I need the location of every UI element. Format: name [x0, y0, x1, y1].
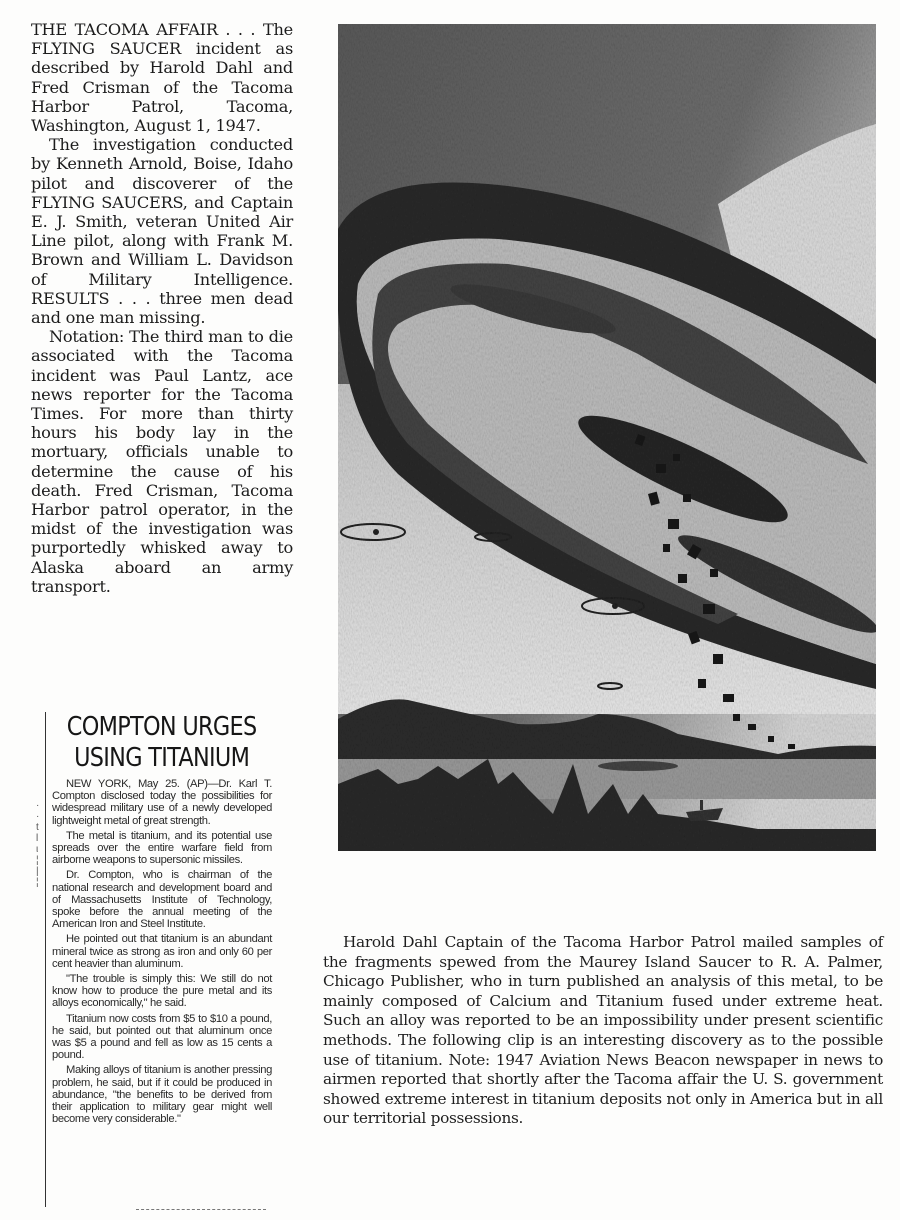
clipping-paragraph: The metal is titanium, and its potential use spreads over the entire warfare field from airborne weapons to supersonic missiles.: [52, 829, 272, 867]
illustration-caption: Harold Dahl Captain of the Tacoma Harbor Patrol mailed samples of the fragments spewed from the Maurey Island Saucer to R. A. Palmer, Chicago Publisher, who in turn published an analysis of this metal, to be mainly composed of Calcium and Titanium fused under extreme heat. Such an alloy was reported to be an impossibility under present scientific methods. The following clip is an interesting discovery as to the possible use of titanium. Note: 1947 Aviation News Beacon newspaper in news to airmen reported that shortly after the Tacoma affair the U. S. government showed extreme interest in titanium deposits not only in America but in all our territorial possessions.: [323, 933, 883, 1128]
clipping-body: [52, 778, 272, 1125]
margin-marks: · · t l ι ¦ | ¦: [36, 800, 40, 888]
clipping-paragraph: He pointed out that titanium is an abundant mineral twice as strong as iron and only 60 per cent heavier than aluminum.: [52, 933, 272, 970]
clipping-paragraph: Titanium now costs from $5 to $10 a pound, he said, but pointed out that aluminum once was $5 a pound and fell as low as 15 cents a pound.: [52, 1012, 272, 1062]
tacoma-affair-article: [31, 20, 293, 596]
newspaper-clipping: [45, 712, 272, 1207]
clipping-paragraph: Making alloys of titanium is another pressing problem, he said, but if it could be produced in abundance, "the benefits to be derived from their application to military gear might well become very considerable.": [52, 1064, 272, 1126]
flying-saucer-illustration: [338, 24, 876, 851]
clipping-paragraph: NEW YORK, May 25. (AP)—Dr. Karl T. Compton disclosed today the possibilities for widespread military use of a newly developed lightweight metal of great strength.: [52, 778, 272, 827]
article-paragraph-notation: Notation: The third man to die associated with the Tacoma incident was Paul Lantz, ace news reporter for the Tacoma Times. For more than thirty hours his body lay in the mortuary, officials unable to determine the cause of his death. Fred Crisman, Tacoma Harbor patrol operator, in the midst of the investigation was purportedly whisked away to Alaska aboard an army transport.: [31, 327, 293, 596]
clipping-bottom-rule: [136, 1209, 266, 1211]
article-paragraph-investigation: The investigation conducted by Kenneth Arnold, Boise, Idaho pilot and discoverer of the FLYING SAUCERS, and Captain E. J. Smith, veteran United Air Line pilot, along with Frank M. Brown and William L. Davidson of Military Intelligence. RESULTS . . . three men dead and one man missing.: [31, 135, 293, 328]
clipping-paragraph: Dr. Compton, who is chairman of the national research and development board and of Massachusetts Institute of Technology, spoke before the annual meeting of the American Iron and Steel Institute.: [52, 869, 272, 931]
clipping-paragraph: "The trouble is simply this: We still do not know how to produce the pure metal and its alloys economically," he said.: [52, 973, 272, 1010]
clipping-headline: COMPTON URGES USING TITANIUM: [66, 712, 257, 773]
article-paragraph-intro: THE TACOMA AFFAIR . . . The FLYING SAUCER incident as described by Harold Dahl and Fred Crisman of the Tacoma Harbor Patrol, Tacoma, Washington, August 1, 1947.: [31, 20, 293, 136]
